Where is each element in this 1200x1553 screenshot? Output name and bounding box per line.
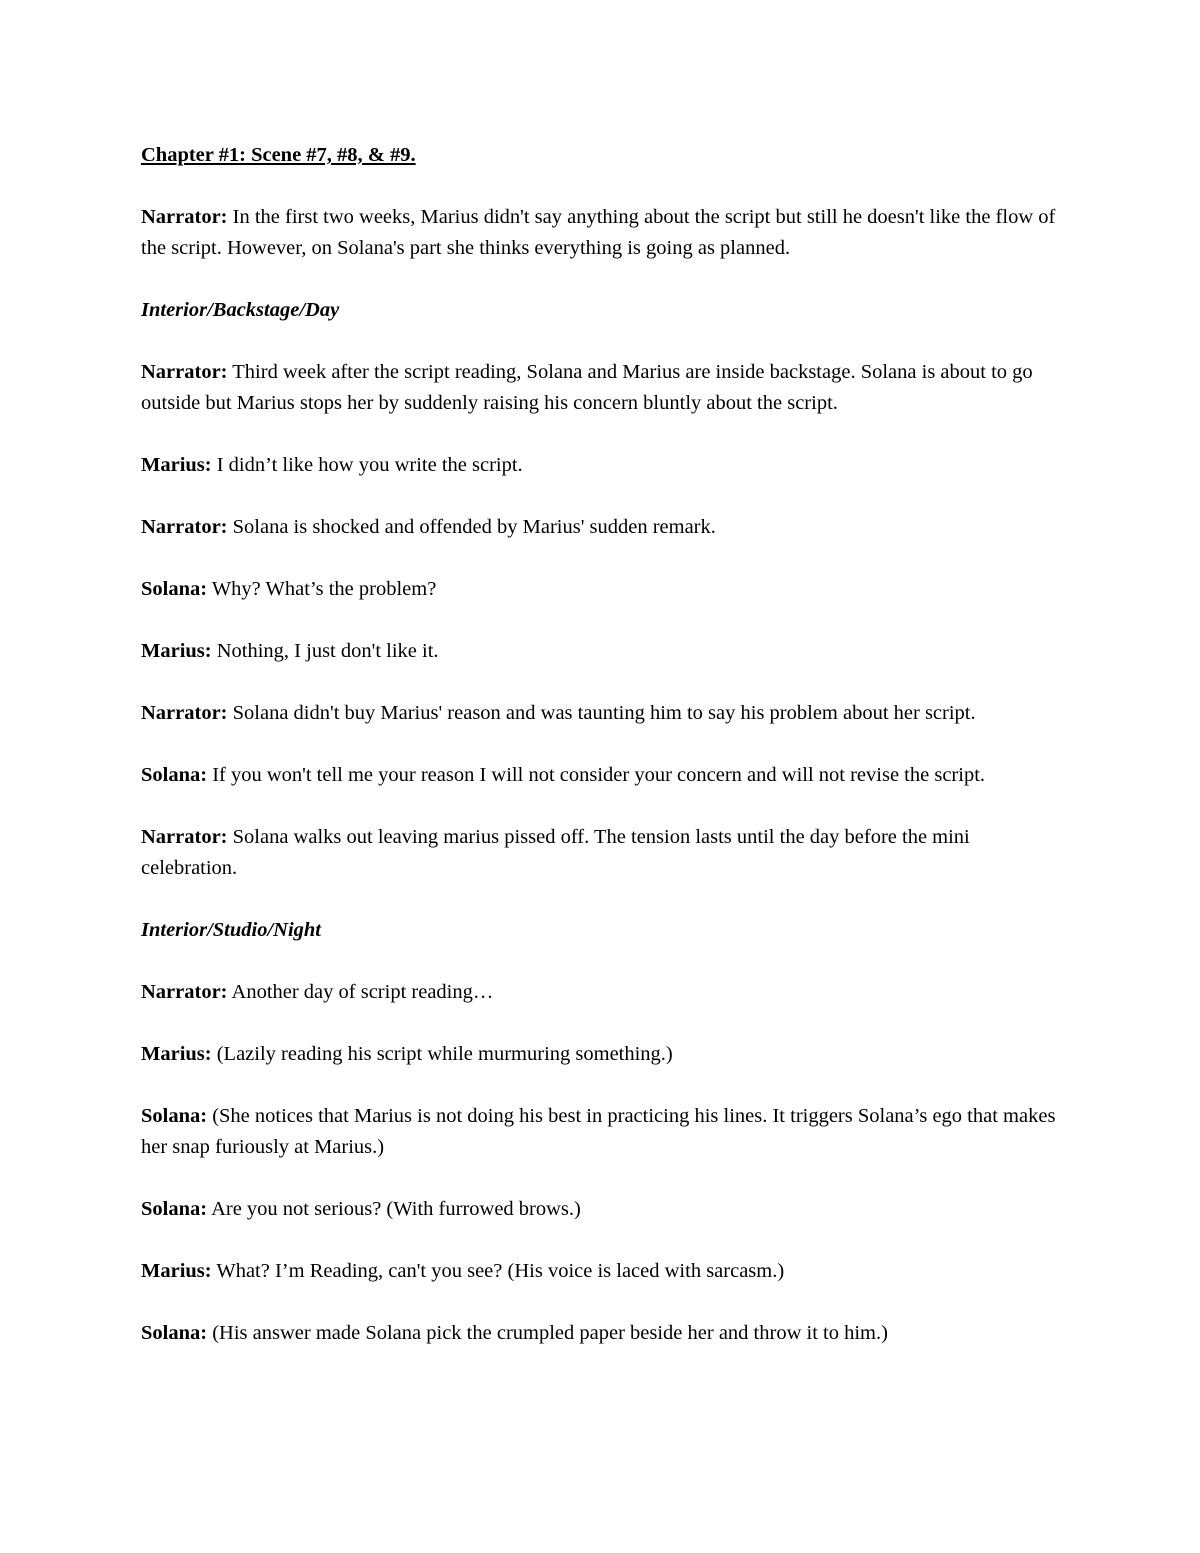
script-line xyxy=(141,357,1061,419)
script-line xyxy=(141,1256,1061,1287)
script-line xyxy=(141,450,1061,481)
speaker-label: Solana: xyxy=(141,1105,208,1127)
speaker-label: Marius: xyxy=(141,1260,212,1282)
line-text: In the first two weeks, Marius didn't say anything about the script but still he doesn't like the flow of the script. However, on Solana's part she thinks everything is going as planned. xyxy=(141,206,1056,259)
line-text: (She notices that Marius is not doing his best in practicing his lines. It triggers Solana’s ego that makes her snap furiously at Marius.) xyxy=(141,1105,1056,1158)
scene-heading: Interior/Backstage/Day xyxy=(141,299,340,321)
line-text: (His answer made Solana pick the crumpled paper beside her and throw it to him.) xyxy=(207,1322,888,1344)
line-text: (Lazily reading his script while murmuring something.) xyxy=(211,1043,673,1065)
speaker-label: Solana: xyxy=(141,1322,208,1344)
line-text: Solana is shocked and offended by Marius' sudden remark. xyxy=(227,516,716,538)
script-line xyxy=(141,1194,1061,1225)
speaker-label: Solana: xyxy=(141,1198,208,1220)
line-text: Solana didn't buy Marius' reason and was taunting him to say his problem about her script. xyxy=(227,702,976,724)
speaker-label: Solana: xyxy=(141,578,208,600)
script-line xyxy=(141,977,1061,1008)
speaker-label: Narrator: xyxy=(141,361,228,383)
line-text: What? I’m Reading, can't you see? (His voice is laced with sarcasm.) xyxy=(211,1260,785,1282)
line-text: Third week after the script reading, Solana and Marius are inside backstage. Solana is about to go outside but Marius stops her by suddenly raising his concern bluntly about the script. xyxy=(141,361,1033,414)
line-text: If you won't tell me your reason I will not consider your concern and will not revise the script. xyxy=(207,764,986,786)
speaker-label: Marius: xyxy=(141,1043,212,1065)
line-text: Are you not serious? (With furrowed brows.) xyxy=(207,1198,581,1220)
script-line xyxy=(141,1039,1061,1070)
script-line xyxy=(141,822,1061,884)
line-text: Nothing, I just don't like it. xyxy=(211,640,439,662)
line-text: Solana walks out leaving marius pissed off. The tension lasts until the day before the mini celebration. xyxy=(141,826,970,879)
speaker-label: Narrator: xyxy=(141,826,228,848)
scene-heading: Interior/Studio/Night xyxy=(141,919,322,941)
script-line xyxy=(141,760,1061,791)
chapter-title: Chapter #1: Scene #7, #8, & #9. xyxy=(141,144,416,166)
script-line xyxy=(141,636,1061,667)
speaker-label: Narrator: xyxy=(141,702,228,724)
speaker-label: Solana: xyxy=(141,764,208,786)
speaker-label: Marius: xyxy=(141,454,212,476)
script-line xyxy=(141,1101,1061,1163)
speaker-label: Narrator: xyxy=(141,516,228,538)
script-line xyxy=(141,574,1061,605)
script-line xyxy=(141,512,1061,543)
script-line xyxy=(141,1318,1061,1349)
line-text: I didn’t like how you write the script. xyxy=(211,454,523,476)
line-text: Why? What’s the problem? xyxy=(207,578,437,600)
line-text: Another day of script reading… xyxy=(227,981,494,1003)
speaker-label: Narrator: xyxy=(141,981,228,1003)
script-line xyxy=(141,698,1061,729)
script-line xyxy=(141,202,1061,264)
speaker-label: Marius: xyxy=(141,640,212,662)
document-body xyxy=(141,140,1061,1380)
speaker-label: Narrator: xyxy=(141,206,228,228)
